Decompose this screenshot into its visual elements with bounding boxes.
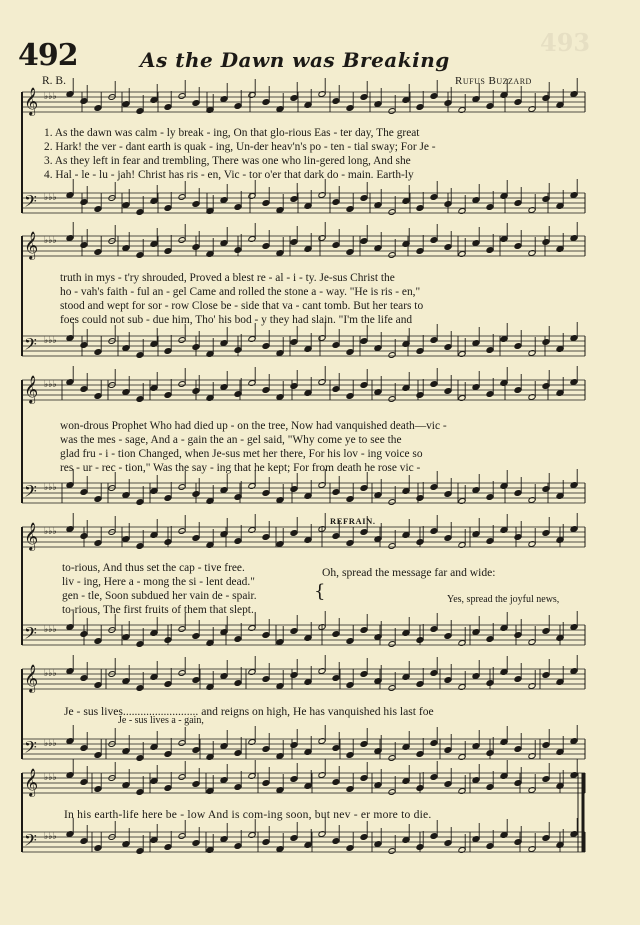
key-signature-icon: ♭♭♭ (44, 625, 57, 635)
verse-line: 2. Hark! the ver - dant earth is quak - ing, Un-der heav'n's po - ten - tial sway; For Je - (44, 141, 436, 153)
verse-line: was the mes - sage, And a - gain the an - gel said, "Why come ye to see the (60, 434, 402, 446)
key-signature-icon: ♭♭♭ (44, 236, 57, 246)
bleed-through-number: 493 (540, 28, 591, 57)
key-signature-icon: ♭♭♭ (44, 669, 57, 679)
bass-clef-icon: 𝄢 (24, 623, 37, 647)
refrain-echo: Yes, spread the joyful news, (447, 594, 560, 605)
bass-clef-icon: 𝄢 (24, 737, 37, 761)
verse-line: 4. Hal - le - lu - jah! Christ has ris - en, Vic - tor o'er that dark do - main. Earth-ly (44, 169, 414, 181)
verse-line: to-rious, The first fruits of them that slept. (62, 604, 254, 616)
verse-line: 1. As the dawn was calm - ly break - ing, On that glo-rious Eas - ter day, The great (44, 127, 420, 139)
verse-line: ho - vah's faith - ful an - gel Came and rolled the stone a - way. "He is ris - en," (60, 286, 421, 298)
verse-line: truth in mys - t'ry shrouded, Proved a blest re - al - i - ty. Je-sus Christ the (60, 272, 395, 284)
key-signature-icon: ♭♭♭ (44, 336, 57, 346)
key-signature-icon: ♭♭♭ (44, 483, 57, 493)
verse-line: res - ur - rec - tion," Was the say - ing that he kept; For from death he rose vic - (60, 462, 421, 474)
key-signature-icon: ♭♭♭ (44, 773, 57, 783)
treble-clef-icon: 𝄞 (24, 768, 39, 796)
verse-line: gen - tle, Soon subdued her vain de - spair. (62, 590, 257, 602)
verse-brace: { (314, 581, 326, 602)
key-signature-icon: ♭♭♭ (44, 193, 57, 203)
verse-line: foes could not sub - due him, Tho' his bod - y they had slain. "I'm the life and (60, 314, 413, 326)
verse-line: 3. As they left in fear and trembling, There was one who lin-gered long, And she (44, 155, 411, 167)
verse-line: glad fru - i - tion Changed, when Je-sus met her there, For his lov - ing voice so (60, 448, 423, 460)
treble-clef-icon: 𝄞 (24, 522, 39, 550)
verse-line: won-drous Prophet Who had died up - on the tree, Now had vanquished death—vic - (60, 420, 447, 432)
hymn-title: As the Dawn was Breaking (140, 48, 450, 72)
refrain-label: REFRAIN. (330, 516, 376, 526)
verse-line: to-rious, And thus set the cap - tive free. (62, 562, 245, 574)
refrain-line: Oh, spread the message far and wide: (322, 566, 496, 579)
verse-line: stood and wept for sor - row Close be - side that va - cant tomb. But her tears to (60, 300, 424, 312)
refrain-line-3: In his earth-life here be - low And is com-ing soon, but nev - er more to die. (64, 808, 432, 821)
hymn-number: 492 (18, 38, 78, 73)
treble-clef-icon: 𝄞 (24, 231, 39, 259)
refrain-line-2: Je - sus lives.......................... and reigns on high, He has vanquished his last foe (64, 705, 434, 718)
key-signature-icon: ♭♭♭ (44, 832, 57, 842)
lyricist-initials: R. B. (42, 75, 66, 87)
bass-clef-icon: 𝄢 (24, 191, 37, 215)
treble-clef-icon: 𝄞 (24, 375, 39, 403)
bass-clef-icon: 𝄢 (24, 481, 37, 505)
key-signature-icon: ♭♭♭ (44, 739, 57, 749)
bass-clef-icon: 𝄢 (24, 830, 37, 854)
treble-clef-icon: 𝄞 (24, 664, 39, 692)
refrain-echo-2: Je - sus lives a - gain, (118, 715, 204, 726)
key-signature-icon: ♭♭♭ (44, 380, 57, 390)
bass-clef-icon: 𝄢 (24, 334, 37, 358)
key-signature-icon: ♭♭♭ (44, 527, 57, 537)
verse-line: liv - ing, Here a - mong the si - lent dead." (62, 576, 255, 588)
treble-clef-icon: 𝄞 (24, 87, 39, 115)
composer-name: Rufus Buzzard (455, 75, 532, 87)
key-signature-icon: ♭♭♭ (44, 92, 57, 102)
